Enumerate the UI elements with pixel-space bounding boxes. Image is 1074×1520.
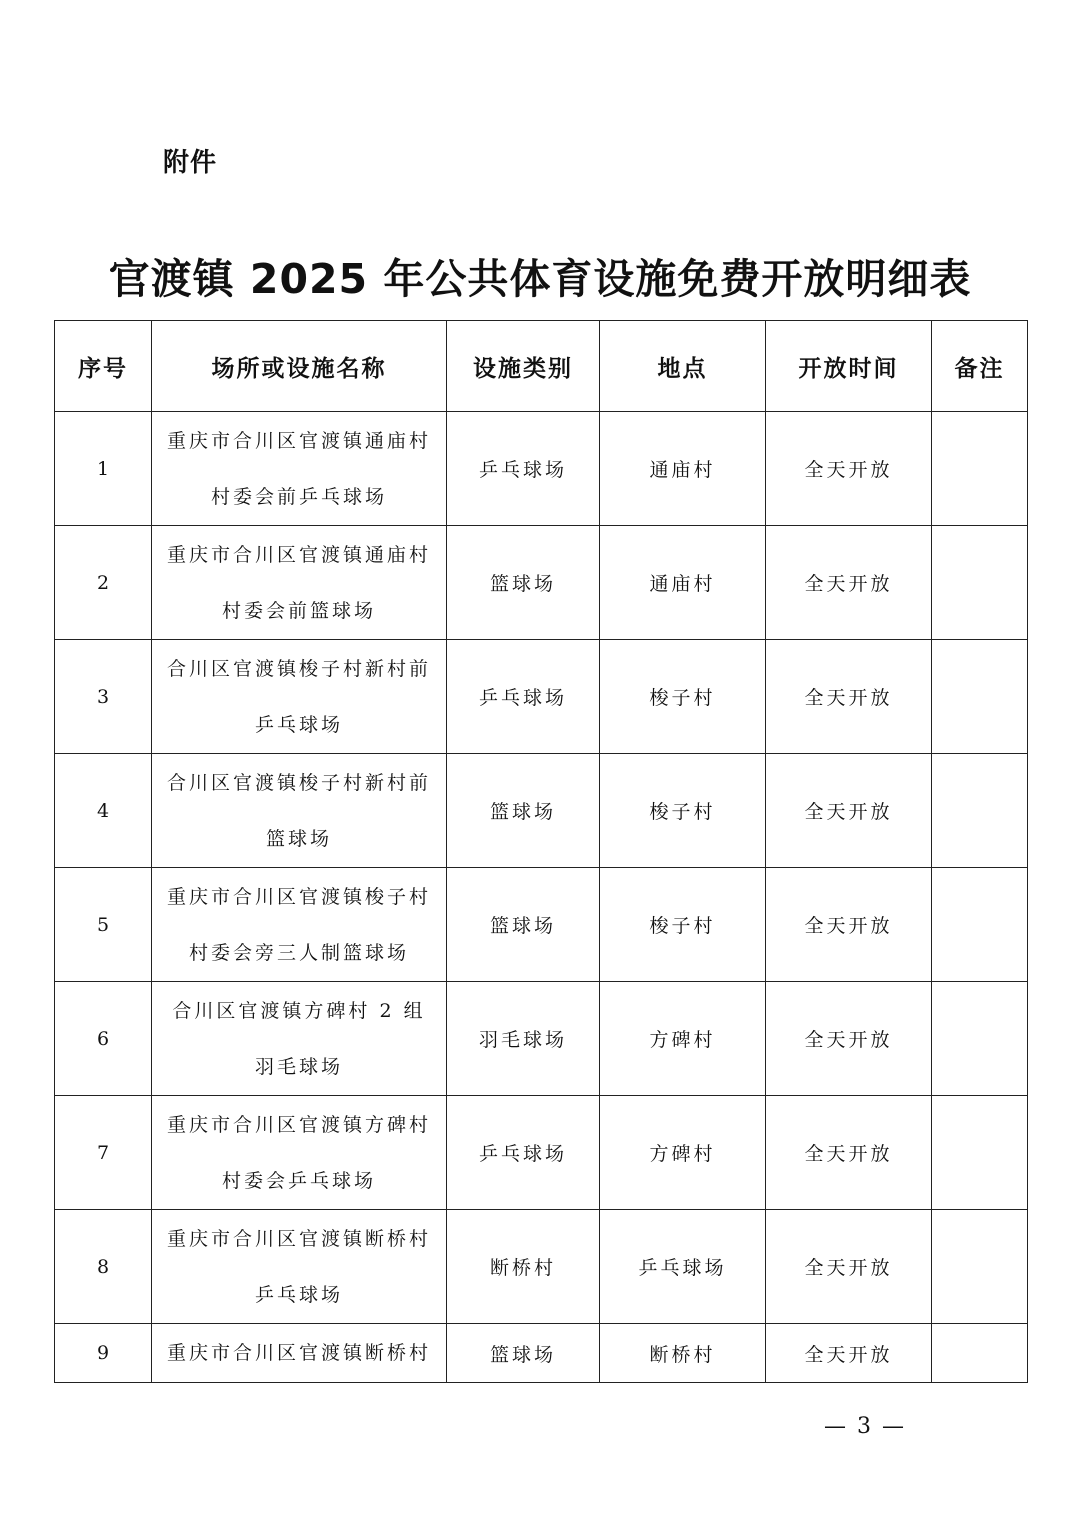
cell-facility-name: 合川区官渡镇梭子村新村前篮球场 (152, 754, 447, 868)
cell-opening-hours: 全天开放 (766, 1324, 932, 1383)
cell-serial-number: 4 (55, 754, 152, 868)
cell-facility-category: 篮球场 (447, 868, 600, 982)
table-row (55, 868, 1028, 982)
facility-table (54, 320, 1028, 1383)
table-row (55, 1210, 1028, 1324)
cell-remarks (932, 1324, 1028, 1383)
cell-location: 方碑村 (600, 982, 766, 1096)
cell-facility-name: 合川区官渡镇梭子村新村前乒乓球场 (152, 640, 447, 754)
table-row (55, 754, 1028, 868)
document-title: 官渡镇 2025 年公共体育设施免费开放明细表 (108, 255, 972, 303)
table-row (55, 982, 1028, 1096)
cell-location: 梭子村 (600, 868, 766, 982)
cell-remarks (932, 526, 1028, 640)
page-number: — 3 — (824, 1414, 906, 1439)
table-row (55, 412, 1028, 526)
cell-serial-number: 7 (55, 1096, 152, 1210)
table-header-row (55, 321, 1028, 412)
cell-remarks (932, 412, 1028, 526)
table-row (55, 526, 1028, 640)
table-row (55, 640, 1028, 754)
cell-location: 方碑村 (600, 1096, 766, 1210)
header-location: 地点 (600, 321, 766, 412)
cell-opening-hours: 全天开放 (766, 412, 932, 526)
cell-facility-category: 乒乓球场 (447, 1096, 600, 1210)
cell-opening-hours: 全天开放 (766, 526, 932, 640)
cell-facility-category: 断桥村 (447, 1210, 600, 1324)
cell-facility-name: 重庆市合川区官渡镇梭子村村委会旁三人制篮球场 (152, 868, 447, 982)
cell-facility-category: 乒乓球场 (447, 412, 600, 526)
cell-facility-category: 篮球场 (447, 526, 600, 640)
cell-facility-category: 篮球场 (447, 1324, 600, 1383)
cell-serial-number: 2 (55, 526, 152, 640)
cell-remarks (932, 640, 1028, 754)
cell-serial-number: 1 (55, 412, 152, 526)
cell-opening-hours: 全天开放 (766, 868, 932, 982)
cell-facility-category: 羽毛球场 (447, 982, 600, 1096)
cell-remarks (932, 1096, 1028, 1210)
table-row (55, 1324, 1028, 1383)
cell-location: 梭子村 (600, 640, 766, 754)
cell-location: 乒乓球场 (600, 1210, 766, 1324)
cell-facility-category: 乒乓球场 (447, 640, 600, 754)
header-opening-hours: 开放时间 (766, 321, 932, 412)
cell-location: 断桥村 (600, 1324, 766, 1383)
cell-serial-number: 5 (55, 868, 152, 982)
cell-location: 梭子村 (600, 754, 766, 868)
cell-facility-name: 合川区官渡镇方碑村 2 组羽毛球场 (152, 982, 447, 1096)
cell-opening-hours: 全天开放 (766, 982, 932, 1096)
header-serial-number: 序号 (55, 321, 152, 412)
cell-location: 通庙村 (600, 526, 766, 640)
cell-facility-name: 重庆市合川区官渡镇方碑村村委会乒乓球场 (152, 1096, 447, 1210)
cell-serial-number: 9 (55, 1324, 152, 1383)
cell-remarks (932, 754, 1028, 868)
cell-serial-number: 8 (55, 1210, 152, 1324)
cell-opening-hours: 全天开放 (766, 1210, 932, 1324)
header-remarks: 备注 (932, 321, 1028, 412)
table-row (55, 1096, 1028, 1210)
cell-location: 通庙村 (600, 412, 766, 526)
cell-remarks (932, 1210, 1028, 1324)
cell-serial-number: 3 (55, 640, 152, 754)
cell-facility-name: 重庆市合川区官渡镇断桥村乒乓球场 (152, 1210, 447, 1324)
cell-facility-name: 重庆市合川区官渡镇通庙村村委会前篮球场 (152, 526, 447, 640)
cell-facility-name: 重庆市合川区官渡镇断桥村 (152, 1324, 447, 1383)
cell-remarks (932, 982, 1028, 1096)
cell-facility-category: 篮球场 (447, 754, 600, 868)
cell-opening-hours: 全天开放 (766, 640, 932, 754)
cell-facility-name: 重庆市合川区官渡镇通庙村村委会前乒乓球场 (152, 412, 447, 526)
attachment-label: 附件 (163, 148, 218, 178)
cell-opening-hours: 全天开放 (766, 754, 932, 868)
header-facility-name: 场所或设施名称 (152, 321, 447, 412)
cell-remarks (932, 868, 1028, 982)
cell-opening-hours: 全天开放 (766, 1096, 932, 1210)
cell-serial-number: 6 (55, 982, 152, 1096)
header-facility-category: 设施类别 (447, 321, 600, 412)
